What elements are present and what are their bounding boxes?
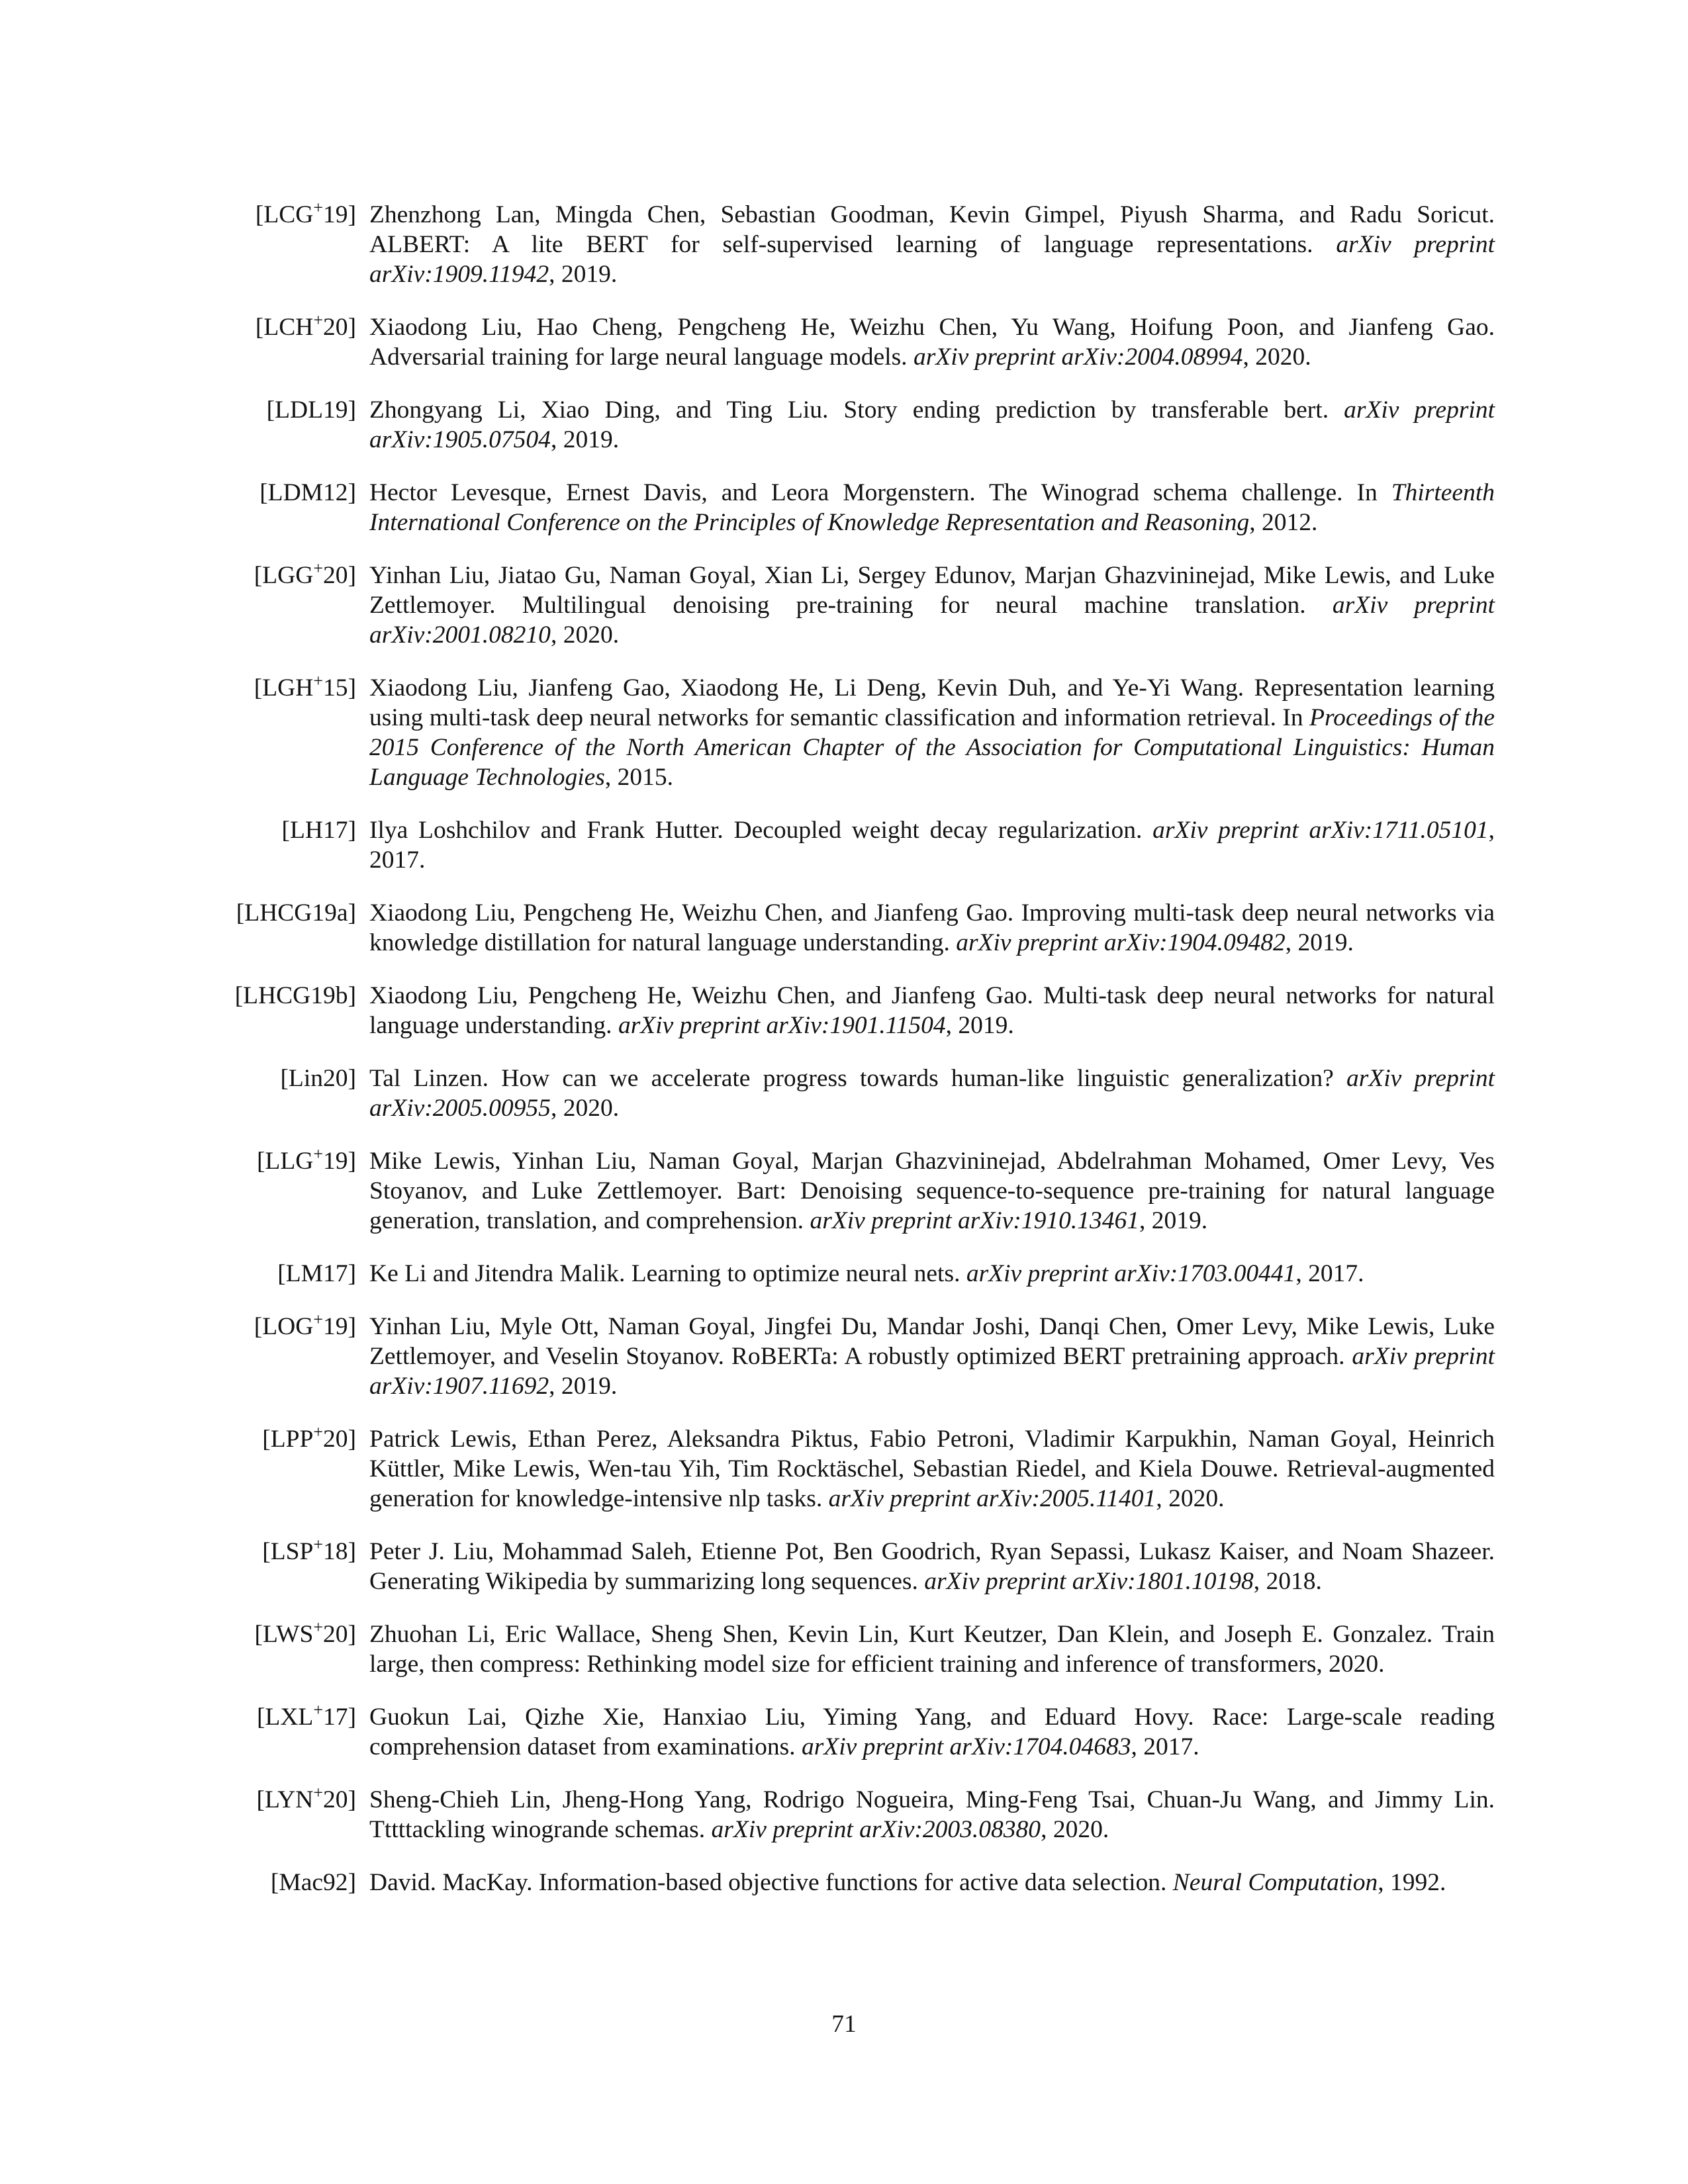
reference-venue: arXiv preprint arXiv:1901.11504 xyxy=(618,1012,946,1039)
reference-key: [LH17] xyxy=(281,817,356,844)
reference-venue: arXiv preprint arXiv:2005.11401 xyxy=(828,1485,1156,1512)
reference-entry xyxy=(199,671,1495,792)
reference-key: [LM17] xyxy=(277,1260,356,1287)
reference-text: Peter J. Liu, Mohammad Saleh, Etienne Pot, Ben Goodrich, Ryan Sepassi, Lukasz Kaiser, and Noam Shazeer. Generating Wikipedia by summarizing long sequences. arXiv preprint arXiv:1801.10198, 2018. xyxy=(369,1538,1495,1595)
reference-text: Patrick Lewis, Ethan Perez, Aleksandra Piktus, Fabio Petroni, Vladimir Karpukhin, Naman Goyal, Heinrich Küttler, Mike Lewis, Wen-tau Yih, Tim Rocktäschel, Sebastian Riedel, and Kiela Douwe. Retrieval-augmented generation for knowledge-intensive nlp tasks. arXiv preprint arXiv:2005.11401, 2020. xyxy=(369,1426,1495,1512)
reference-entry xyxy=(199,1783,1495,1844)
reference-text: Tal Linzen. How can we accelerate progress towards human-like linguistic generalization? arXiv preprint arXiv:2005.00955, 2020. xyxy=(369,1065,1495,1122)
reference-entry xyxy=(199,198,1495,289)
reference-entry xyxy=(199,1259,1489,1289)
reference-venue: arXiv preprint arXiv:2004.08994 xyxy=(913,343,1243,371)
reference-venue: Neural Computation xyxy=(1172,1869,1378,1896)
reference-key: [Lin20] xyxy=(280,1065,356,1092)
reference-text: Xiaodong Liu, Jianfeng Gao, Xiaodong He, Li Deng, Kevin Duh, and Ye-Yi Wang. Representation learning using multi-task deep neural networks for semantic classification and information retrieval. In Proceedings of the 2015 Conference of the North American Chapter of the Association for Computational Linguistics: Human Language Technologies, 2015. xyxy=(369,674,1495,791)
reference-venue: arXiv preprint arXiv:2005.00955 xyxy=(369,1065,1495,1122)
reference-venue: Thirteenth International Conference on the Principles of Knowledge Representation and Reasoning xyxy=(369,479,1495,536)
reference-entry xyxy=(199,1144,1495,1236)
reference-venue: arXiv preprint arXiv:1910.13461 xyxy=(810,1207,1139,1234)
reference-entry xyxy=(199,1617,1495,1679)
reference-entry xyxy=(199,1310,1495,1401)
reference-key: [LDM12] xyxy=(259,479,356,506)
reference-venue: arXiv preprint arXiv:1905.07504 xyxy=(369,396,1495,453)
reference-key: [LGG+20] xyxy=(254,559,356,589)
reference-key: [LXL+17] xyxy=(256,1700,356,1731)
reference-key: [LHCG19a] xyxy=(236,899,356,927)
reference-entry xyxy=(199,1064,1495,1123)
reference-entry xyxy=(199,1868,1489,1897)
reference-text: Yinhan Liu, Jiatao Gu, Naman Goyal, Xian Li, Sergey Edunov, Marjan Ghazvininejad, Mike Lewis, and Luke Zettlemoyer. Multilingual denoising pre-training for neural machine translation. arXiv preprint arXiv:2001.08210, 2020. xyxy=(369,562,1495,649)
reference-key: [LYN+20] xyxy=(256,1783,356,1813)
reference-text: Xiaodong Liu, Pengcheng He, Weizhu Chen, and Jianfeng Gao. Improving multi-task deep neural networks via knowledge distillation for natural language understanding. arXiv preprint arXiv:1904.09482, 2019. xyxy=(369,899,1495,956)
reference-entry xyxy=(199,898,1495,958)
reference-text: Guokun Lai, Qizhe Xie, Hanxiao Liu, Yiming Yang, and Eduard Hovy. Race: Large-scale reading comprehension dataset from examinations. arXiv preprint arXiv:1704.04683, 2017. xyxy=(369,1704,1495,1760)
reference-entry xyxy=(199,310,1495,372)
reference-text: Hector Levesque, Ernest Davis, and Leora Morgenstern. The Winograd schema challenge. In Thirteenth International Conference on the Principles of Knowledge Representation and Reasoning, 2012. xyxy=(369,479,1495,536)
reference-key: [LHCG19b] xyxy=(234,982,356,1009)
reference-venue: arXiv preprint arXiv:1909.11942 xyxy=(369,231,1495,288)
reference-text: David. MacKay. Information-based objective functions for active data selection. Neural Computation, 1992. xyxy=(369,1869,1446,1896)
reference-entry xyxy=(199,559,1495,650)
reference-entry xyxy=(199,478,1495,537)
reference-venue: Proceedings of the 2015 Conference of the North American Chapter of the Association for Computational Linguistics: Human Language Technologies xyxy=(369,704,1495,791)
reference-venue: arXiv preprint arXiv:1907.11692 xyxy=(369,1343,1495,1400)
reference-key: [LGH+15] xyxy=(254,671,356,702)
reference-key: [LLG+19] xyxy=(256,1144,356,1175)
reference-entry xyxy=(199,981,1495,1040)
reference-venue: arXiv preprint arXiv:2001.08210 xyxy=(369,592,1495,649)
reference-list xyxy=(199,198,1495,1921)
reference-key: [LPP+20] xyxy=(262,1422,356,1453)
reference-venue: arXiv preprint arXiv:1801.10198 xyxy=(924,1568,1254,1595)
reference-venue: arXiv preprint arXiv:1711.05101 xyxy=(1152,817,1489,844)
reference-venue: arXiv preprint arXiv:1703.00441 xyxy=(966,1260,1296,1287)
reference-key: [LOG+19] xyxy=(254,1310,356,1340)
reference-key: [LWS+20] xyxy=(254,1617,356,1648)
reference-text: Zhenzhong Lan, Mingda Chen, Sebastian Goodman, Kevin Gimpel, Piyush Sharma, and Radu Soricut. ALBERT: A lite BERT for self-supervised learning of language representations. arXiv preprint arXiv:1909.11942, 2019. xyxy=(369,201,1495,288)
reference-key: [LCH+20] xyxy=(255,310,356,341)
reference-text: Ilya Loshchilov and Frank Hutter. Decoupled weight decay regularization. arXiv preprint arXiv:1711.05101, 2017. xyxy=(369,817,1495,874)
reference-key: [LSP+18] xyxy=(262,1535,356,1565)
reference-key: [Mac92] xyxy=(270,1869,356,1896)
reference-text: Ke Li and Jitendra Malik. Learning to optimize neural nets. arXiv preprint arXiv:1703.00441, 2017. xyxy=(369,1260,1364,1287)
reference-text: Sheng-Chieh Lin, Jheng-Hong Yang, Rodrigo Nogueira, Ming-Feng Tsai, Chuan-Ju Wang, and Jimmy Lin. Tttttackling winogrande schemas. arXiv preprint arXiv:2003.08380, 2020. xyxy=(369,1786,1495,1843)
reference-text: Xiaodong Liu, Hao Cheng, Pengcheng He, Weizhu Chen, Yu Wang, Hoifung Poon, and Jianfeng Gao. Adversarial training for large neural language models. arXiv preprint arXiv:2004.08994, 2020. xyxy=(369,314,1495,371)
reference-text: Zhuohan Li, Eric Wallace, Sheng Shen, Kevin Lin, Kurt Keutzer, Dan Klein, and Joseph E. Gonzalez. Train large, then compress: Rethinking model size for efficient training and inference of transformers, 2020. xyxy=(369,1621,1495,1678)
reference-text: Mike Lewis, Yinhan Liu, Naman Goyal, Marjan Ghazvininejad, Abdelrahman Mohamed, Omer Levy, Ves Stoyanov, and Luke Zettlemoyer. Bart: Denoising sequence-to-sequence pre-training for natural language generation, translation, and comprehension. arXiv preprint arXiv:1910.13461, 2019. xyxy=(369,1148,1495,1234)
reference-entry xyxy=(199,815,1495,875)
reference-text: Xiaodong Liu, Pengcheng He, Weizhu Chen, and Jianfeng Gao. Multi-task deep neural networks for natural language understanding. arXiv preprint arXiv:1901.11504, 2019. xyxy=(369,982,1495,1039)
reference-entry xyxy=(199,1700,1495,1762)
reference-text: Yinhan Liu, Myle Ott, Naman Goyal, Jingfei Du, Mandar Joshi, Danqi Chen, Omer Levy, Mike Lewis, Luke Zettlemoyer, and Veselin Stoyanov. RoBERTa: A robustly optimized BERT pretraining approach. arXiv preprint arXiv:1907.11692, 2019. xyxy=(369,1313,1495,1400)
reference-venue: arXiv preprint arXiv:1704.04683 xyxy=(801,1733,1131,1760)
reference-entry xyxy=(199,395,1495,455)
reference-key: [LCG+19] xyxy=(255,198,356,228)
reference-venue: arXiv preprint arXiv:2003.08380 xyxy=(711,1816,1041,1843)
reference-text: Zhongyang Li, Xiao Ding, and Ting Liu. Story ending prediction by transferable bert. arXiv preprint arXiv:1905.07504, 2019. xyxy=(369,396,1495,453)
reference-entry xyxy=(199,1422,1495,1514)
page-number: 71 xyxy=(831,2011,857,2038)
reference-entry xyxy=(199,1535,1495,1596)
reference-key: [LDL19] xyxy=(266,396,356,424)
reference-venue: arXiv preprint arXiv:1904.09482 xyxy=(956,929,1286,956)
